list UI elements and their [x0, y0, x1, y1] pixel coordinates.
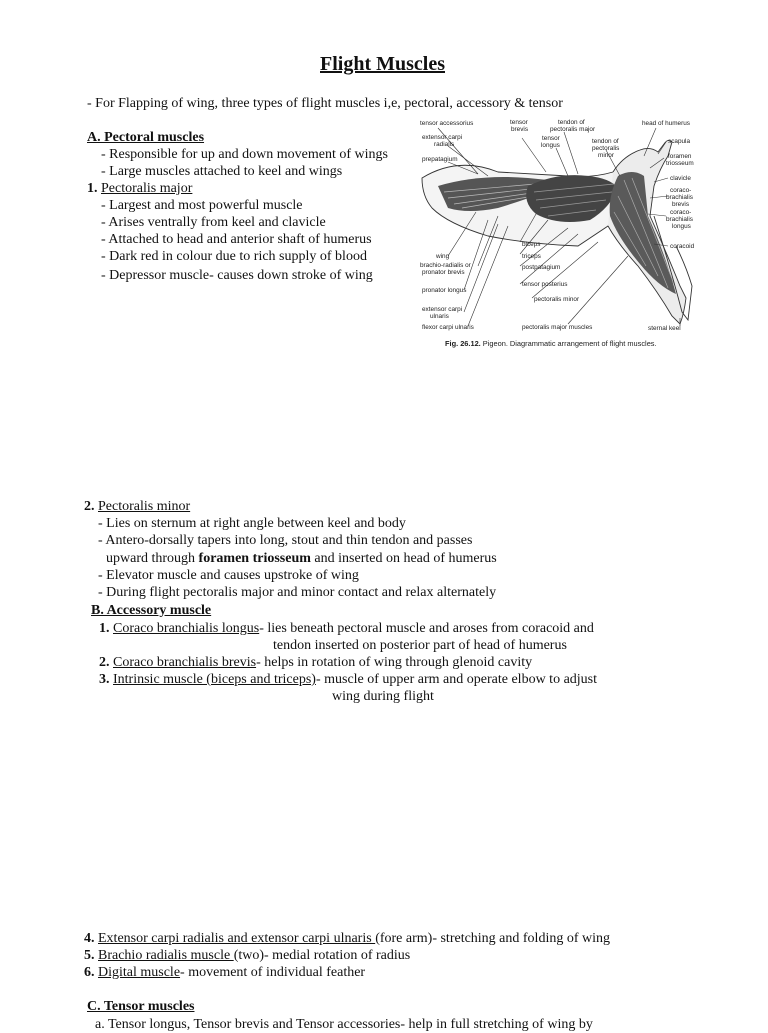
- pectoralis-major-line: - Dark red in colour due to rich supply of blood: [101, 249, 367, 264]
- pectoralis-minor-line: - Lies on sternum at right angle between keel and body: [98, 516, 406, 531]
- text-run: and inserted on head of humerus: [310, 551, 497, 566]
- section-c-partial-line: a. Tensor longus, Tensor brevis and Tensor accessories- help in full stretching of wing by: [95, 1017, 593, 1032]
- pectoralis-minor-line: - Elevator muscle and causes upstroke of wing: [98, 568, 359, 583]
- label-postpatagium: postpatagium: [522, 264, 561, 271]
- section-c-heading: C. Tensor muscles: [87, 999, 195, 1014]
- label-tensor-accessorius: tensor accessorius: [420, 120, 474, 127]
- label-tendon-pectoralis-major: pectoralis major: [550, 126, 596, 133]
- label-coracobrachialis-longus: longus: [672, 223, 691, 230]
- item-text: - lies beneath pectoral muscle and aroses from coracoid and: [259, 621, 594, 636]
- label-foramen-triosseum: triosseum: [666, 160, 694, 167]
- label-coracoid: coracoid: [670, 243, 695, 250]
- section-a-line: - Responsible for up and down movement of wings: [101, 147, 388, 162]
- figure-caption: [445, 339, 657, 348]
- item-text: - helps in rotation of wing through glenoid cavity: [256, 655, 533, 670]
- label-extensor-carpi-radialis: extensor carpi: [422, 134, 463, 141]
- label-coracobrachialis-brevis: coraco-: [670, 187, 692, 194]
- label-head-of-humerus: head of humerus: [642, 120, 690, 127]
- pectoralis-major-name: Pectoralis major: [101, 181, 193, 196]
- label-prepatagium: prepatagium: [422, 156, 458, 163]
- label-extensor-carpi-radialis: radialis: [434, 141, 455, 148]
- label-coracobrachialis-brevis: brachialis: [666, 194, 693, 201]
- label-pectoralis-major-muscles: pectoralis major muscles: [522, 324, 593, 331]
- label-clavicle: clavicle: [670, 175, 691, 182]
- pectoralis-minor-heading: [84, 498, 190, 515]
- label-pronator-longus: pronator longus: [422, 287, 467, 294]
- label-wing: wing: [436, 253, 450, 260]
- text-run: upward through: [106, 551, 199, 566]
- accessory-item: [99, 671, 597, 688]
- label-sternal-keel: sternal keel: [648, 325, 681, 332]
- item-text: - movement of individual feather: [180, 965, 366, 980]
- accessory-item: [84, 964, 365, 981]
- label-tendon-pectoralis-major: tendon of: [558, 119, 585, 126]
- pectoralis-major-heading: [87, 180, 192, 197]
- pectoral-muscle-mass: [610, 172, 676, 294]
- label-tendon-pectoralis-minor: tendon of: [592, 138, 619, 145]
- label-pectoralis-minor: pectoralis minor: [534, 296, 580, 303]
- pectoralis-major-line: - Depressor muscle- causes down stroke of wing: [101, 268, 373, 283]
- item-number: 3.: [99, 672, 110, 687]
- figure-caption-number: Fig. 26.12.: [445, 339, 481, 348]
- label-triceps: triceps: [522, 253, 541, 260]
- label-coracobrachialis-brevis: brevis: [672, 201, 690, 208]
- item-name: Coraco branchialis longus: [113, 621, 260, 636]
- accessory-item: [99, 654, 532, 671]
- label-extensor-carpi-ulnaris: ulnaris: [430, 313, 449, 320]
- label-brachio-radialis: brachio-radialis or: [420, 262, 471, 269]
- label-tensor-longus: tensor: [542, 135, 560, 142]
- pectoralis-minor-line: - Antero-dorsally tapers into long, stout and thin tendon and passes: [98, 533, 473, 548]
- accessory-item: [99, 620, 594, 637]
- flight-muscles-figure: [418, 116, 703, 350]
- label-biceps: biceps: [522, 241, 541, 248]
- item-number: 1.: [99, 621, 110, 636]
- label-scapula: scapula: [668, 138, 691, 145]
- section-b-heading: B. Accessory muscle: [91, 603, 212, 618]
- item-name: Extensor carpi radialis and extensor carpi ulnaris: [98, 931, 376, 946]
- item-number: 2.: [84, 499, 95, 514]
- item-name: Brachio radialis muscle: [98, 948, 234, 963]
- item-name: Coraco branchialis brevis: [113, 655, 257, 670]
- item-text: (fore arm)- stretching and folding of wing: [375, 931, 611, 946]
- label-brachio-radialis: pronator brevis: [422, 269, 465, 276]
- page-title: Flight Muscles: [320, 53, 445, 75]
- label-coracobrachialis-longus: brachialis: [666, 216, 693, 223]
- accessory-item-continuation: wing during flight: [332, 689, 434, 704]
- item-name: Digital muscle: [98, 965, 181, 980]
- section-a-line: - Large muscles attached to keel and wings: [101, 164, 343, 179]
- label-tensor-brevis: brevis: [511, 126, 529, 133]
- label-extensor-carpi-ulnaris: extensor carpi: [422, 306, 463, 313]
- item-number: 1.: [87, 181, 98, 196]
- pectoralis-minor-line: [106, 550, 497, 567]
- label-coracobrachialis-longus: coraco-: [670, 209, 692, 216]
- item-number: 6.: [84, 965, 95, 980]
- item-number: 2.: [99, 655, 110, 670]
- accessory-item-continuation: tendon inserted on posterior part of head of humerus: [273, 638, 567, 653]
- label-tensor-longus: longus: [541, 142, 560, 149]
- pectoralis-minor-name: Pectoralis minor: [98, 499, 191, 514]
- label-tendon-pectoralis-minor: minor: [598, 152, 614, 159]
- foramen-triosseum-term: foramen triosseum: [198, 551, 311, 566]
- accessory-item: [84, 947, 410, 964]
- item-name: Intrinsic muscle (biceps and triceps): [113, 672, 316, 687]
- label-tensor-posterius: tensor posterius: [522, 281, 568, 288]
- label-flexor-carpi-ulnaris: flexor carpi ulnaris: [422, 324, 474, 331]
- intro-text: - For Flapping of wing, three types of flight muscles i,e, pectoral, accessory & tensor: [87, 96, 563, 111]
- section-a-heading: A. Pectoral muscles: [87, 130, 205, 145]
- figure-caption-text: Pigeon. Diagrammatic arrangement of flight muscles.: [480, 339, 657, 348]
- item-text: - muscle of upper arm and operate elbow to adjust: [315, 672, 598, 687]
- pectoralis-major-line: - Arises ventrally from keel and clavicle: [101, 215, 326, 230]
- accessory-item: [84, 930, 610, 947]
- item-number: 5.: [84, 948, 95, 963]
- item-text: (two)- medial rotation of radius: [233, 948, 411, 963]
- pectoralis-major-line: - Largest and most powerful muscle: [101, 198, 303, 213]
- label-tendon-pectoralis-minor: pectoralis: [592, 145, 620, 152]
- pectoralis-minor-line: - During flight pectoralis major and minor contact and relax alternately: [98, 585, 497, 600]
- label-foramen-triosseum: foramen: [668, 153, 692, 160]
- label-tensor-brevis: tensor: [510, 119, 528, 126]
- pectoralis-major-line: - Attached to head and anterior shaft of humerus: [101, 232, 372, 247]
- item-number: 4.: [84, 931, 95, 946]
